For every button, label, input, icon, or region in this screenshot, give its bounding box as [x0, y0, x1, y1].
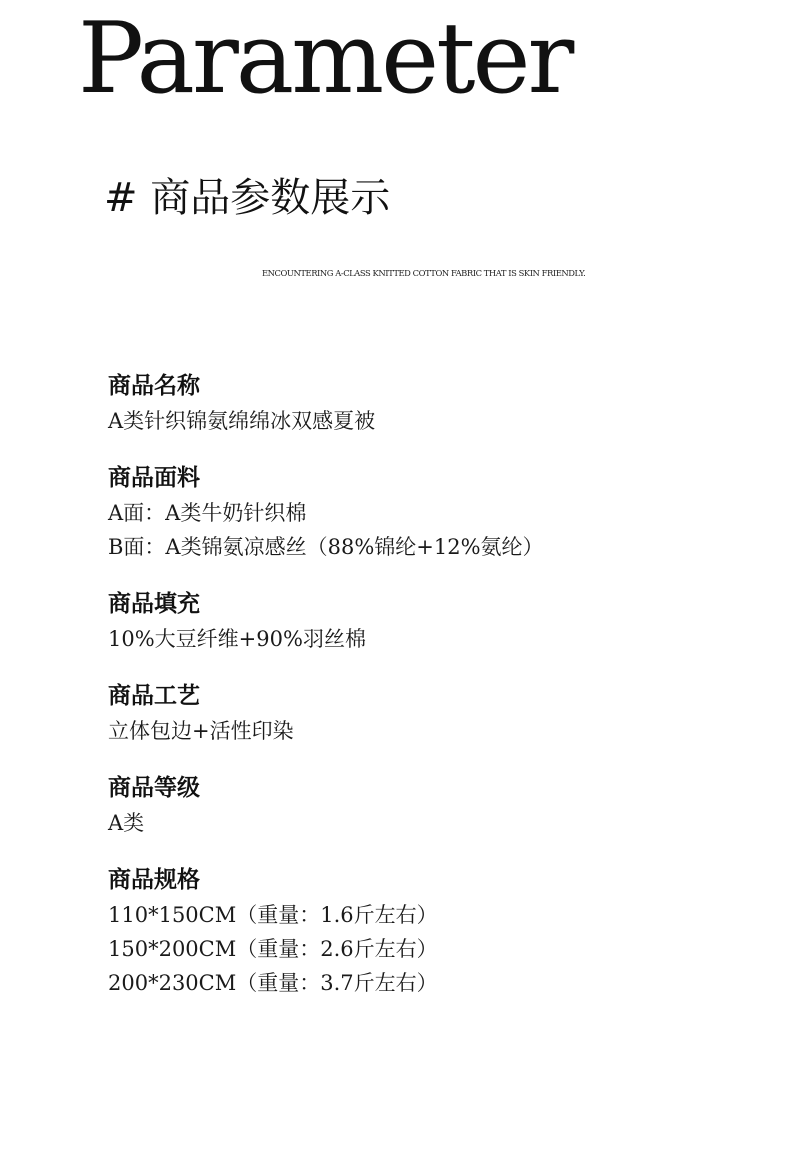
parameter-list	[108, 370, 748, 1024]
param-label: 商品等级	[108, 775, 200, 801]
param-value: 10%大豆纤维+90%羽丝棉	[108, 627, 366, 651]
param-filling	[108, 588, 748, 656]
param-specs	[108, 864, 748, 1000]
param-value: 110*150CM（重量：1.6斤左右）	[108, 903, 438, 927]
param-value: 200*230CM（重量：3.7斤左右）	[108, 971, 438, 995]
param-value: 150*200CM（重量：2.6斤左右）	[108, 937, 438, 961]
hero-heading: Parameter	[78, 2, 572, 116]
param-value: A面：A类牛奶针织棉	[108, 501, 307, 525]
param-product-name	[108, 370, 748, 438]
param-label: 商品工艺	[108, 683, 200, 709]
param-craft	[108, 680, 748, 748]
param-label: 商品规格	[108, 867, 200, 893]
tagline: ENCOUNTERING A-CLASS KNITTED COTTON FABRIC THAT IS SKIN FRIENDLY.	[262, 268, 586, 278]
section-title: # 商品参数展示	[104, 175, 391, 221]
param-label: 商品填充	[108, 591, 200, 617]
param-value: A类	[108, 811, 145, 835]
param-label: 商品面料	[108, 465, 200, 491]
param-label: 商品名称	[108, 373, 200, 399]
param-fabric	[108, 462, 748, 564]
param-grade	[108, 772, 748, 840]
param-value: A类针织锦氨绵绵冰双感夏被	[108, 409, 376, 433]
param-value: 立体包边+活性印染	[108, 719, 294, 743]
param-value: B面：A类锦氨凉感丝（88%锦纶+12%氨纶）	[108, 535, 544, 559]
